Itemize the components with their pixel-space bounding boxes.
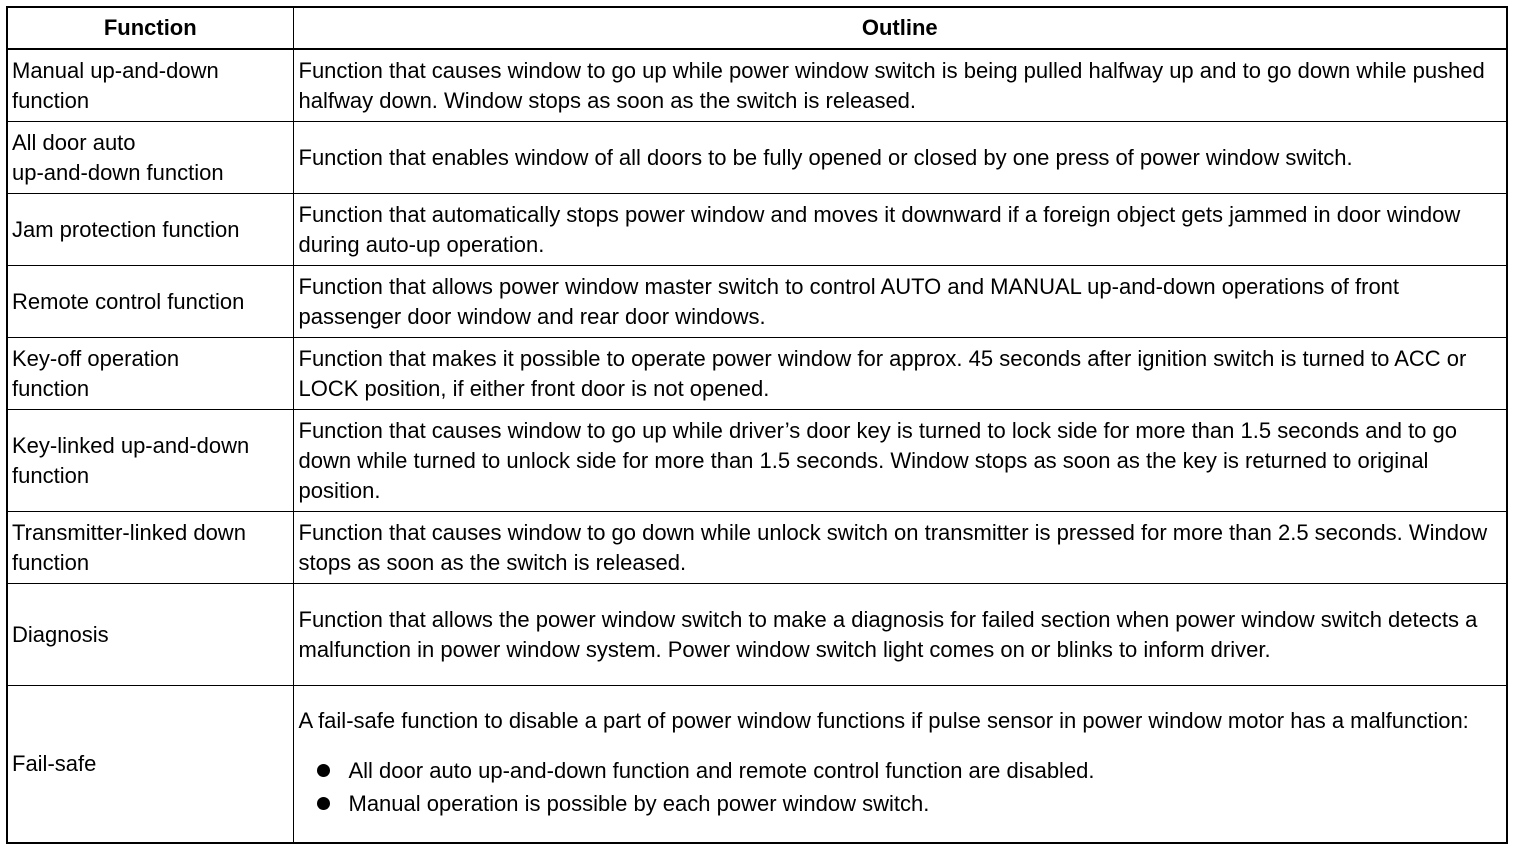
function-cell — [7, 409, 293, 511]
function-cell: Jam protection function — [7, 193, 293, 265]
bullet-text: All door auto up-and-down function and remote control function are disabled. — [348, 758, 1095, 784]
function-outline-table — [6, 6, 1508, 844]
header-function: Function — [7, 7, 293, 49]
function-cell — [7, 511, 293, 583]
header-outline: Outline — [293, 7, 1507, 49]
outline-cell: Function that causes window to go down while unlock switch on transmitter is pressed for more than 2.5 seconds. Window stops as soon as the switch is released. — [293, 511, 1507, 583]
bullet-item — [299, 754, 1501, 787]
function-line: Key-off operation — [12, 345, 180, 371]
function-cell: Manual up-and-down function — [7, 49, 293, 121]
function-cell: Fail-safe — [7, 685, 293, 843]
bullet-item — [299, 787, 1501, 820]
bullet-dot-icon — [317, 797, 330, 810]
table-row — [7, 511, 1507, 583]
function-line: function — [12, 549, 90, 575]
function-line: up-and-down function — [12, 159, 224, 185]
outline-cell: Function that allows the power window switch to make a diagnosis for failed section when power window switch detects a malfunction in power window system. Power window switch light comes on or blinks to inform driver. — [293, 583, 1507, 685]
function-cell — [7, 121, 293, 193]
function-line: Transmitter-linked down — [12, 519, 246, 545]
outline-cell: Function that causes window to go up while power window switch is being pulled halfway up and to go down while pushed halfway down. Window stops as soon as the switch is released. — [293, 49, 1507, 121]
outline-cell: Function that allows power window master switch to control AUTO and MANUAL up-and-down operations of front passenger door window and rear door windows. — [293, 265, 1507, 337]
outline-cell: Function that makes it possible to operate power window for approx. 45 seconds after ignition switch is turned to ACC or LOCK position, if either front door is not opened. — [293, 337, 1507, 409]
function-cell: Remote control function — [7, 265, 293, 337]
function-line: function — [12, 462, 90, 488]
function-line: All door auto — [12, 129, 136, 155]
outline-cell: Function that automatically stops power window and moves it downward if a foreign object gets jammed in door window during auto-up operation. — [293, 193, 1507, 265]
function-line: function — [12, 375, 90, 401]
outline-cell: Function that enables window of all doors to be fully opened or closed by one press of power window switch. — [293, 121, 1507, 193]
table-row — [7, 409, 1507, 511]
bullet-text: Manual operation is possible by each power window switch. — [348, 791, 930, 817]
function-cell: Diagnosis — [7, 583, 293, 685]
table-row — [7, 49, 1507, 121]
table-row — [7, 583, 1507, 685]
function-line: Key-linked up-and-down — [12, 432, 250, 458]
table-header-row — [7, 7, 1507, 49]
table-row — [7, 193, 1507, 265]
table-row — [7, 685, 1507, 843]
outline-cell — [293, 685, 1507, 843]
table-row — [7, 265, 1507, 337]
bullet-list — [299, 754, 1501, 820]
table-row — [7, 337, 1507, 409]
document-page — [6, 6, 1506, 844]
bullet-dot-icon — [317, 764, 330, 777]
function-cell — [7, 337, 293, 409]
outline-cell: Function that causes window to go up while driver’s door key is turned to lock side for more than 1.5 seconds and to go down while turned to unlock side for more than 1.5 seconds. Window stops as soon as the key is returned to original position. — [293, 409, 1507, 511]
outline-intro: A fail-safe function to disable a part of power window functions if pulse sensor in power window motor has a malfunction: — [298, 708, 1469, 734]
table-row — [7, 121, 1507, 193]
